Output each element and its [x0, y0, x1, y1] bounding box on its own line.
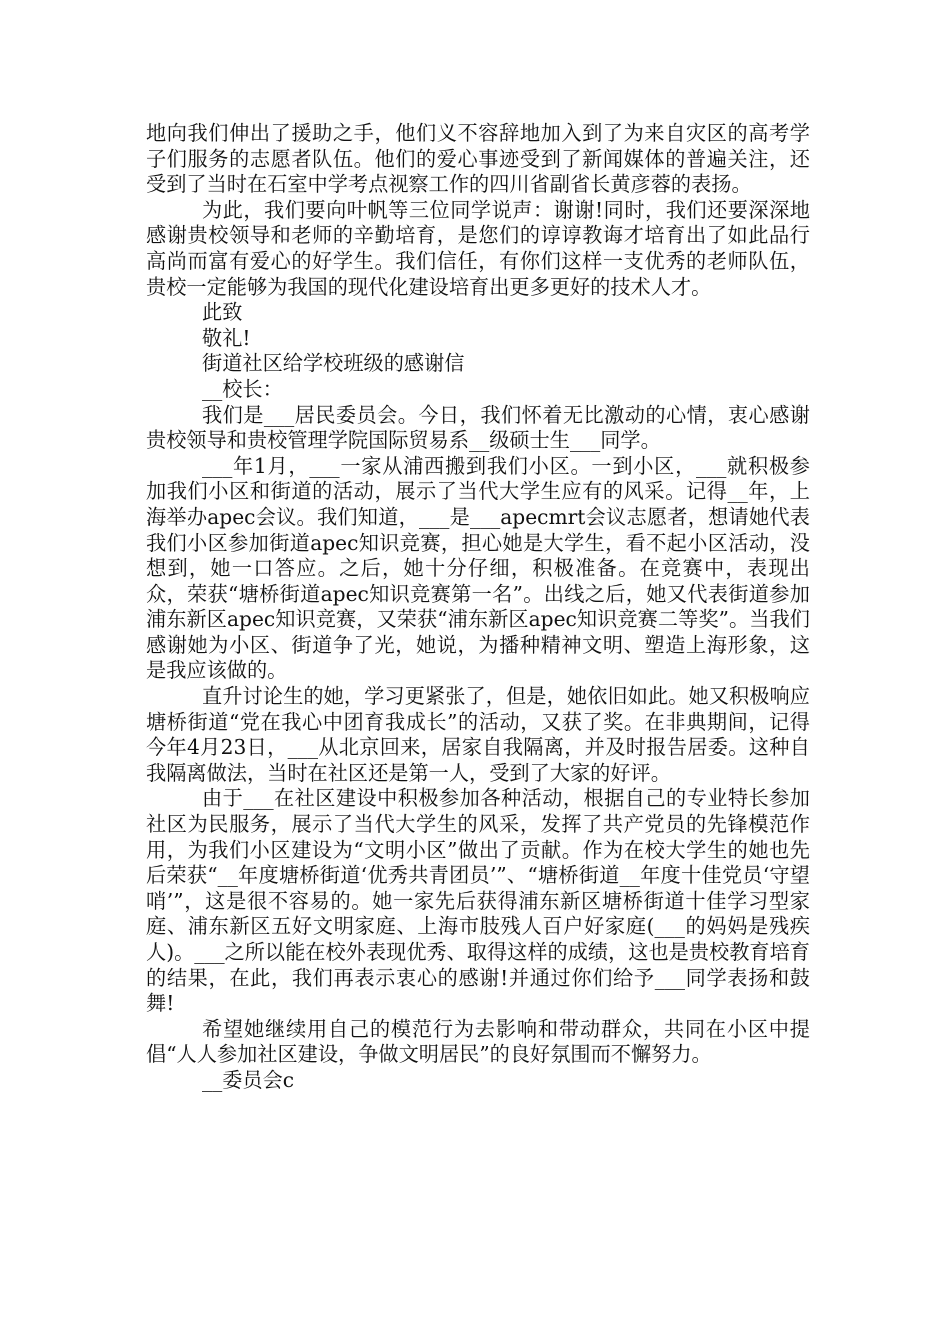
closing-regards: 敬礼! — [202, 325, 251, 350]
document-body — [146, 121, 810, 1094]
paragraph-4: ___年1月，___一家从浦西搬到我们小区。一到小区，___就积极参加我们小区和街道的活动，展示了当代大学生应有的风采。记得__年，上海举办apec会议。我们知道，___是___apecmrt会议志愿者，想请她代表我们小区参加街道apec知识竞赛，担心她是大学生，看不起小区活动，没想到，她一口答应。之后，她十分仔细，积极准备。在竞赛中，表现出众，荣获“塘桥街道apec知识竞赛第一名”。出线之后，她又代表街道参加浦东新区apec知识竞赛，又荣获“浦东新区apec知识竞赛二等奖”。当我们感谢她为小区、街道争了光，她说，为播种精神文明、塑造上海形象，这是我应该做的。 — [146, 453, 810, 683]
paragraph-2: 为此，我们要向叶帆等三位同学说声：谢谢!同时，我们还要深深地感谢贵校领导和老师的辛勤培育，是您们的谆谆教诲才培育出了如此品行高尚而富有爱心的好学生。我们信任，有你们这样一支优秀的老师队伍，贵校一定能够为我国的现代化建设培育出更多更好的技术人才。 — [146, 197, 810, 299]
paragraph-7: 希望她继续用自己的模范行为去影响和带动群众，共同在小区中提倡“人人参加社区建设，争做文明居民”的良好氛围而不懈努力。 — [146, 1016, 810, 1067]
letter-title: 街道社区给学校班级的感谢信 — [202, 351, 465, 376]
paragraph-1: 地向我们伸出了援助之手，他们义不容辞地加入到了为来自灾区的高考学子们服务的志愿者队伍。他们的爱心事迹受到了新闻媒体的普遍关注，还受到了当时在石室中学考点视察工作的四川省副省长黄彦蓉的表扬。 — [146, 121, 810, 197]
paragraph-3: 我们是___居民委员会。今日，我们怀着无比激动的心情，衷心感谢贵校领导和贵校管理学院国际贸易系__级硕士生___同学。 — [146, 402, 810, 453]
paragraph-6: 由于___在社区建设中积极参加各种活动，根据自己的专业特长参加社区为民服务，展示了当代大学生的风采，发挥了共产党员的先锋模范作用，为我们小区建设为“文明小区”做出了贡献。作为在校大学生的她也先后荣获“__年度塘桥街道‘优秀共青团员’”、“塘桥街道__年度十佳党员‘守望哨’”，这是很不容易的。她一家先后获得浦东新区塘桥街道十佳学习型家庭、浦东新区五好文明家庭、上海市肢残人百户好家庭(___的妈妈是残疾人)。___之所以能在校外表现优秀、取得这样的成绩，这也是贵校教育培育的结果，在此，我们再表示衷心的感谢!并通过你们给予___同学表扬和鼓舞! — [146, 786, 810, 1016]
letter-greeting: __校长： — [202, 376, 283, 401]
closing-salutation: 此致 — [202, 300, 243, 325]
letter-signature: __委员会c — [202, 1067, 295, 1092]
paragraph-5: 直升讨论生的她，学习更紧张了，但是，她依旧如此。她又积极响应塘桥街道“党在我心中团育我成长”的活动，又获了奖。在非典期间，记得今年4月23日，___从北京回来，居家自我隔离，并及时报告居委。这种自我隔离做法，当时在社区还是第一人，受到了大家的好评。 — [146, 684, 810, 785]
